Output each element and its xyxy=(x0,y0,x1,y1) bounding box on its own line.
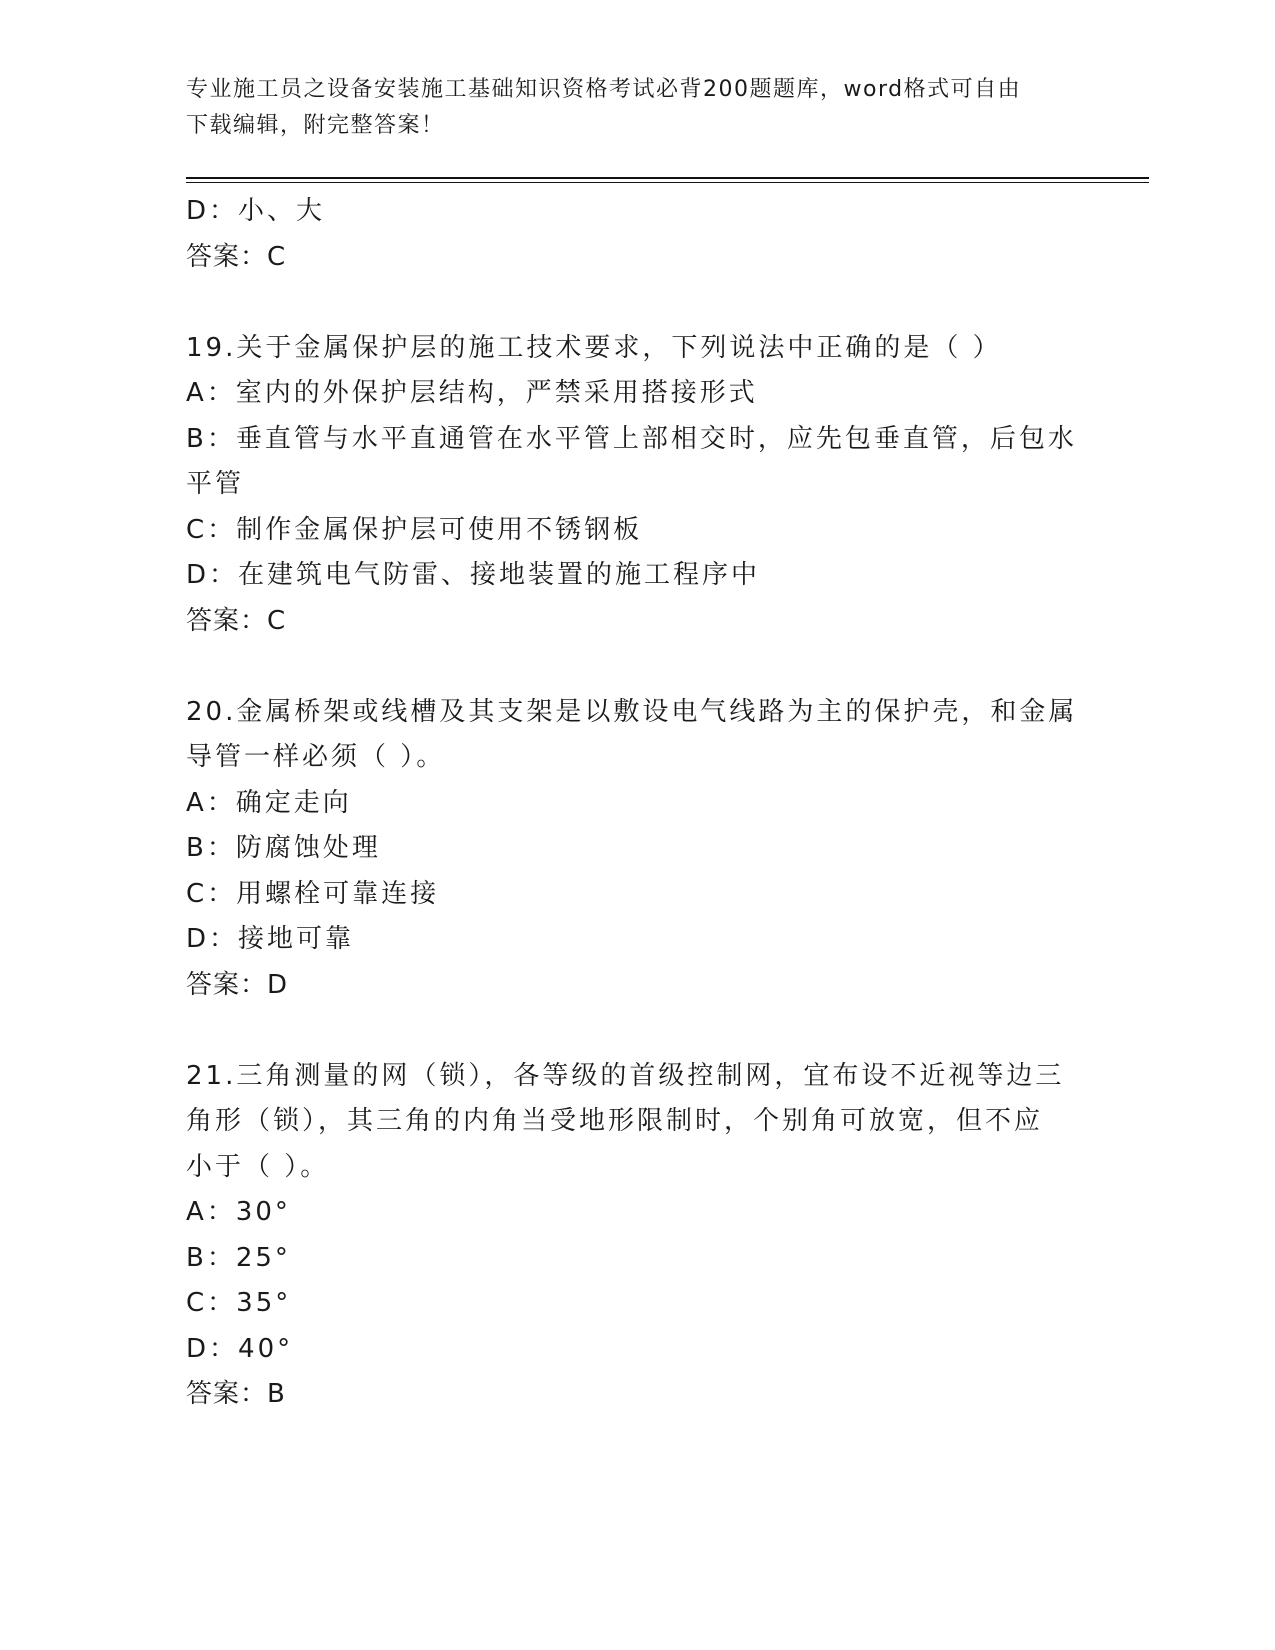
option-d: D：40° xyxy=(186,1333,294,1364)
option-b: B：防腐蚀处理 xyxy=(186,833,381,863)
option-b: B：25° xyxy=(186,1242,291,1273)
question-20 xyxy=(186,690,1086,1009)
spacer xyxy=(186,644,1086,690)
question-19 xyxy=(186,326,1086,645)
option-b: B：垂直管与水平直通管在水平管上部相交时，应先包垂直管，后包水 xyxy=(186,423,1077,454)
option-a: A：30° xyxy=(186,1197,291,1227)
question-stem-continued: 小于（ ）。 xyxy=(186,1151,330,1182)
option-a: A：室内的外保护层结构，严禁采用搭接形式 xyxy=(186,378,758,408)
answer: 答案：C xyxy=(186,605,287,636)
spacer xyxy=(186,280,1086,326)
option-a: A：确定走向 xyxy=(186,787,352,818)
header-rule-thick xyxy=(186,177,1149,179)
question-stem-continued: 角形（锁），其三角的内角当受地形限制时，个别角可放宽，但不应 xyxy=(186,1106,1044,1136)
document-body xyxy=(186,189,1086,1418)
question-stem: 21.三角测量的网（锁），各等级的首级控制网，宜布设不近视等边三 xyxy=(186,1060,1065,1091)
spacer xyxy=(186,1008,1086,1054)
option-c: C：35° xyxy=(186,1288,292,1318)
answer: 答案：B xyxy=(186,1379,286,1409)
option-b-continued: 平管 xyxy=(186,469,245,499)
page-header xyxy=(186,72,1066,144)
header-rule-thin xyxy=(186,182,1149,183)
header-line-2: 下载编辑，附完整答案！ xyxy=(186,113,445,138)
option-c: C：制作金属保护层可使用不锈钢板 xyxy=(186,514,643,545)
question-stem: 19.关于金属保护层的施工技术要求，下列说法中正确的是（ ） xyxy=(186,332,1002,363)
question-21 xyxy=(186,1054,1086,1418)
question-stem: 20.金属桥架或线槽及其支架是以敷设电气线路为主的保护壳，和金属 xyxy=(186,696,1078,727)
header-line-1: 专业施工员之设备安装施工基础知识资格考试必背200题题库，word格式可自由 xyxy=(186,77,1022,102)
option-c: C：用螺栓可靠连接 xyxy=(186,878,440,909)
prev-option-d: D：小、大 xyxy=(186,196,326,226)
option-d: D：在建筑电气防雷、接地装置的施工程序中 xyxy=(186,560,761,590)
prev-answer: 答案：C xyxy=(186,241,287,272)
option-d: D：接地可靠 xyxy=(186,924,355,954)
answer: 答案：D xyxy=(186,969,289,1000)
question-stem-continued: 导管一样必须（ ）。 xyxy=(186,742,446,772)
